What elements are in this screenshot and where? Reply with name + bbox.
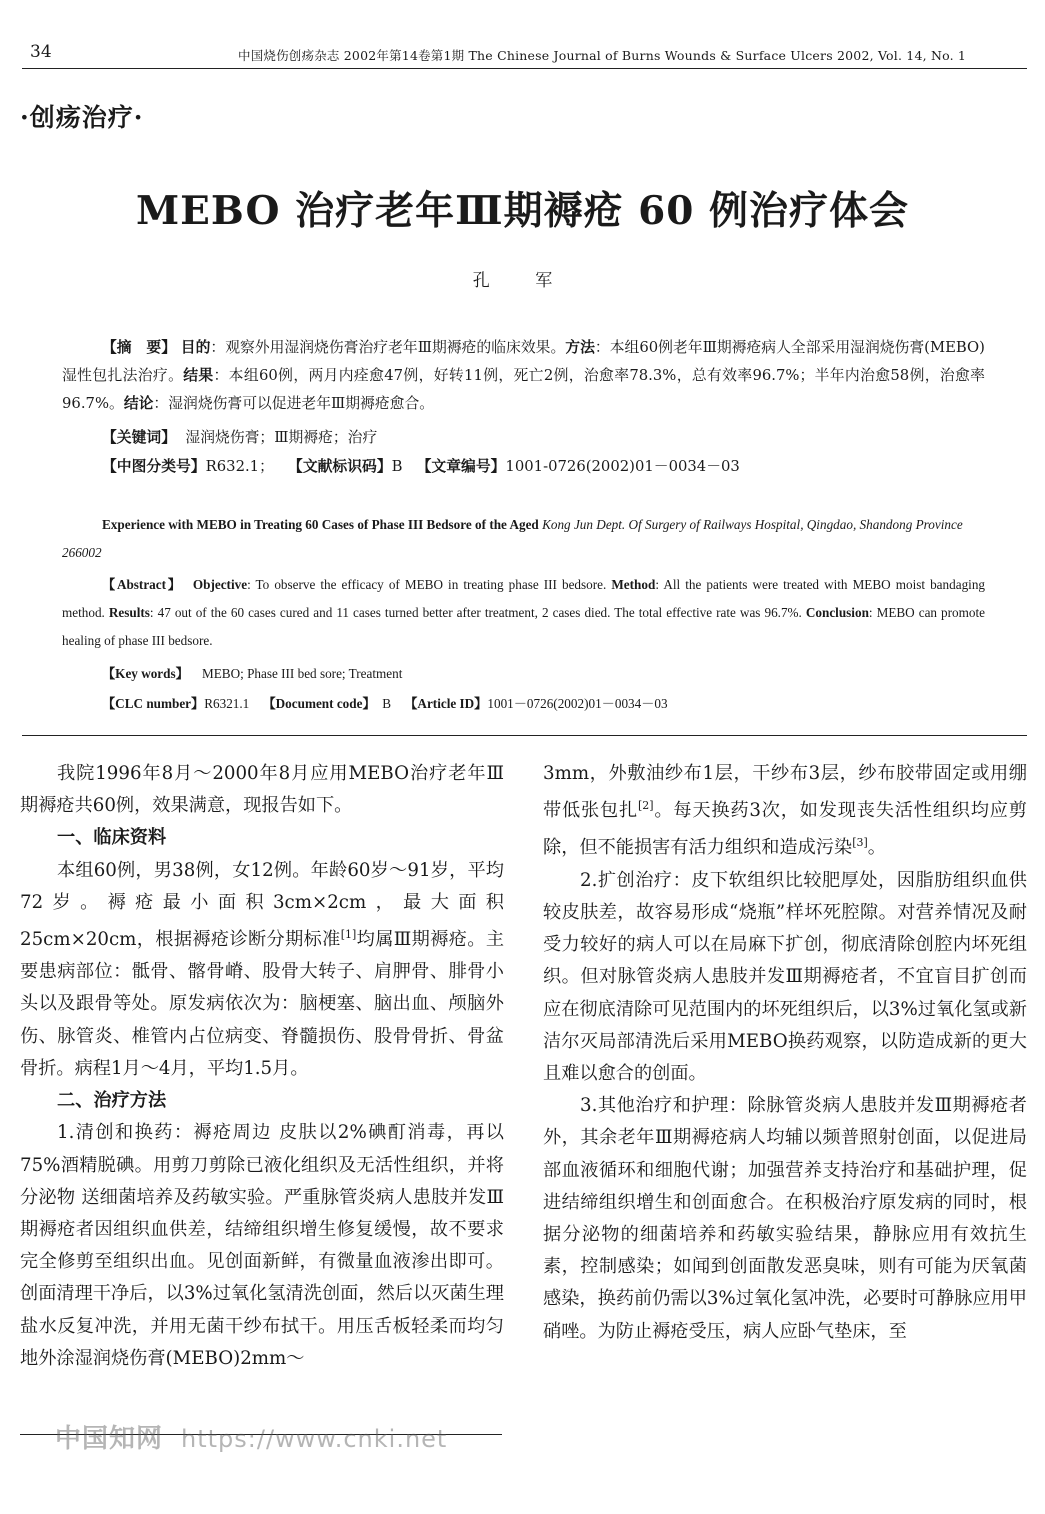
english-author-info: Kong Jun Dept. Of Surgery of Railways Hospital, Qingdao, Shandong Province 266002 [62, 517, 963, 560]
en-doc-label: 【Document code】 [262, 696, 376, 711]
clc-label: 【中图分类号】 [102, 458, 206, 475]
en-method-text: : All the patients were treated with MEBO moist bandaging method. [62, 577, 986, 620]
intro-paragraph: 我院1996年8月～2000年8月应用MEBO治疗老年Ⅲ期褥疮共60例，效果满意，现报告如下。 [20, 763, 504, 817]
method-label: 方法 [565, 339, 595, 356]
doc-code-label: 【文献标识码】 [288, 458, 392, 475]
article-id-value: 1001-0726(2002)01－0034－03 [505, 458, 740, 475]
dressing-text: 3mm，外敷油纱布1层，干纱布3层，纱布胶带固定或用绷带低张包扎 [543, 763, 1027, 822]
dressing-text-cont: 。每天换药3次，如发现丧失活性组织均应剪除，但不能损害有活力组织和造成污染 [543, 800, 1027, 859]
results-text: ：本组60例，两月内痊愈47例，好转11例，死亡2例，治愈率78.3%，总有效率96.7%；半年内治愈58例，治愈率96.7%。 [62, 367, 985, 412]
dressing-text-end: 。 [867, 837, 886, 859]
en-conclusion-label: Conclusion [805, 605, 869, 620]
en-doc-value: B [382, 696, 392, 711]
running-head: 中国烧伤创疡杂志 2002年第14卷第1期 The Chinese Journal of Burns Wounds & Surface Ulcers 2002, Vol. 14, No. 1 [238, 48, 967, 63]
english-title: Experience with MEBO in Treating 60 Cases of Phase III Bedsore of the Aged [102, 517, 539, 532]
english-keywords [62, 660, 1025, 688]
body-left-column [20, 758, 504, 1375]
objective-text: ：观察外用湿润烧伤膏治疗老年Ⅲ期褥疮的临床效果。 [210, 339, 566, 356]
keywords-text: 湿润烧伤膏；Ⅲ期褥疮；治疗 [185, 429, 378, 446]
citation-2: [2] [638, 799, 654, 813]
section-divider [22, 735, 1027, 736]
en-article-id-label: 【Article ID】 [404, 696, 488, 711]
clinical-data-text: 本组60例，男38例，女12例。年龄60岁～91岁，平均72岁。褥疮最小面积3cm×2cm，最大面积25cm×20cm，根据褥疮诊断分期标准 [20, 859, 504, 951]
header-rule [22, 68, 1027, 69]
body-right-column [543, 758, 1027, 1348]
en-abstract-label: 【Abstract】 [102, 577, 183, 592]
keywords-cn [62, 424, 1025, 452]
cnki-watermark [55, 1418, 447, 1455]
dressing-paragraph [543, 758, 1027, 865]
watermark-brand: 中国知网 [55, 1424, 164, 1454]
clinical-data-text-cont: 均属Ⅲ期褥疮。主要患病部位：骶骨、髂骨嵴、股骨大转子、肩胛骨、腓骨小头以及跟骨等处。原发病依次为：脑梗塞、脑出血、颅脑外伤、脉管炎、椎管内占位病变、脊髓损伤、股骨骨折、骨盆骨折。病程1月～4月，平均1.5月。 [20, 929, 505, 1079]
en-keywords-label: 【Key words】 [102, 666, 189, 681]
section-tag: ·创疡治疗· [20, 103, 144, 132]
en-objective-text: : To observe the efficacy of MEBO in treating phase III bedsore. [247, 577, 607, 592]
en-conclusion-text: : MEBO can promote healing of phase III bedsore. [62, 605, 986, 648]
clinical-data-paragraph [20, 855, 504, 1085]
debridement-paragraph: 1.清创和换药：褥疮周边 皮肤以2%碘酊消毒，再以75%酒精脱碘。用剪刀剪除已液化组织及无活性组织，并将分泌物 送细菌培养及药敏实验。严重脉管炎病人患肢并发Ⅲ期褥疮者因组织血供差，结缔组织增生修复缓慢，故不要求完全修剪至组织出血。见创面新鲜，有微量血液渗出即可。创面清理干净后，以3%过氧化氢清洗创面，然后以灭菌生理盐水反复冲洗，并用无菌干纱布拭干。用压舌板轻柔而均匀地外涂湿润烧伤膏(MEBO)2mm～ [20, 1122, 504, 1369]
results-label: 结果 [183, 367, 214, 384]
classification-cn [62, 453, 1025, 481]
abstract-cn [62, 334, 985, 418]
doc-code-value: B [391, 458, 403, 475]
objective-label: 目的 [180, 339, 211, 356]
clc-value: R632.1； [205, 458, 274, 475]
en-clc-label: 【CLC number】 [102, 696, 205, 711]
author: 孔 军 [472, 271, 573, 291]
en-objective-label: Objective [192, 577, 248, 592]
other-treatment-paragraph: 3.其他治疗和护理：除脉管炎病人患肢并发Ⅲ期褥疮者外，其余老年Ⅲ期褥疮病人均辅以频普照射创面，以促进局部血液循环和细胞代谢；加强营养支持治疗和基础护理，促进结缔组织增生和创面愈合。在积极治疗原发病的同时，根据分泌物的细菌培养和药敏实验结果，静脉应用有效抗生素，控制感染；如闻到创面散发恶臭味，则有可能为厌氧菌感染，换药前仍需以3%过氧化氢冲洗，必要时可静脉应用甲硝唑。为防止褥疮受压，病人应卧气垫床，至 [543, 1095, 1027, 1342]
citation-3: [3] [852, 836, 868, 850]
en-results-text: : 47 out of the 60 cases cured and 11 cases turned better after treatment, 2 cases died. The total effective rate was 96.7%. [149, 605, 802, 620]
en-clc-value: R6321.1 [204, 696, 250, 711]
en-article-id-value: 1001－0726(2002)01－0034－03 [487, 696, 668, 711]
watermark-url: https://www.cnki.net [181, 1425, 448, 1453]
conclusion-label: 结论 [123, 395, 154, 412]
en-keywords-text: MEBO; Phase III bed sore; Treatment [202, 666, 403, 681]
citation-1: [1] [340, 928, 357, 942]
article-id-label: 【文章编号】 [416, 458, 506, 475]
method-text: ：本组60例老年Ⅲ期褥疮病人全部采用湿润烧伤膏(MEBO)湿性包扎法治疗。 [62, 339, 985, 384]
english-classification [62, 690, 1025, 718]
english-abstract [62, 571, 985, 655]
abstract-label: 【摘 要】 [102, 339, 177, 356]
article-title: MEBO 治疗老年Ⅲ期褥疮 60 例治疗体会 [135, 188, 910, 234]
en-results-label: Results [108, 605, 150, 620]
keywords-label: 【关键词】 [102, 429, 176, 446]
en-method-label: Method [611, 577, 656, 592]
expansion-paragraph: 2.扩创治疗：皮下软组织比较肥厚处，因脂肪组织血供较皮肤差，故容易形成“烧瓶”样坏死腔隙。对营养情况及耐受力较好的病人可以在局麻下扩创，彻底清除创腔内坏死组织。但对脉管炎病人患肢并发Ⅲ期褥疮者，不宜盲目扩创而应在彻底清除可见范围内的坏死组织后，以3%过氧化氢或新洁尔灭局部清洗后采用MEBO换药观察，以防造成新的更大且难以愈合的创面。 [543, 869, 1027, 1084]
page-number: 34 [30, 42, 52, 62]
conclusion-text: ：湿润烧伤膏可以促进老年Ⅲ期褥疮愈合。 [153, 395, 435, 412]
english-title-block [62, 511, 985, 567]
heading-treatment-methods: 二、治疗方法 [57, 1090, 167, 1112]
heading-clinical-data: 一、临床资料 [57, 827, 167, 849]
